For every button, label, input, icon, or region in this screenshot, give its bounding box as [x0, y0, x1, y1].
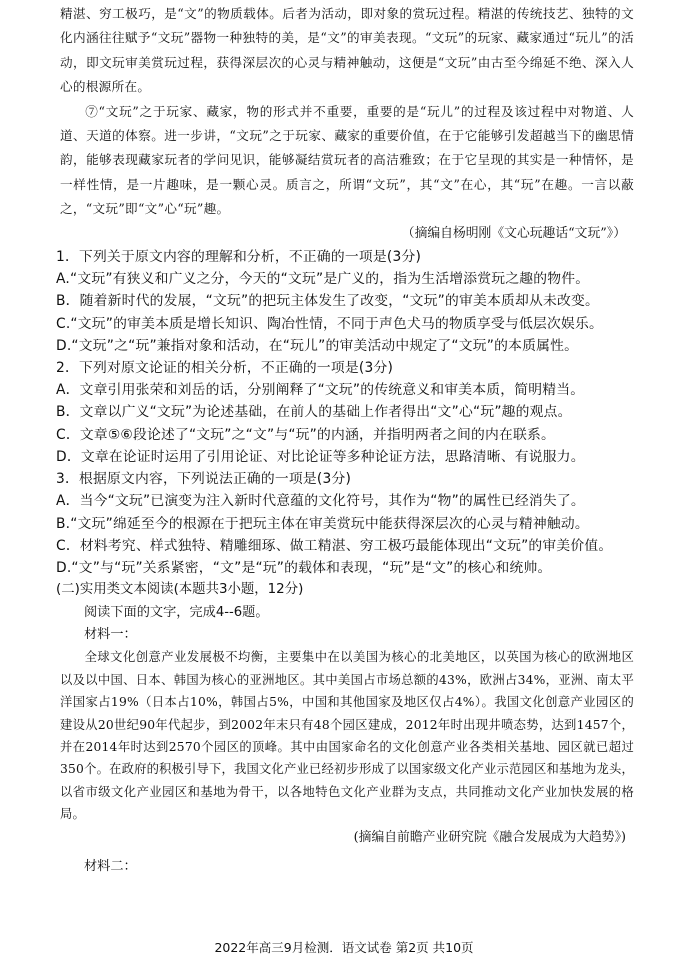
- option-c: C．材料考究、样式独特、精雕细琢、做工精湛、穷工极巧最能体现出“文玩”的审美价值。: [56, 537, 613, 554]
- option-b: B.“文玩”绵延至今的根源在于把玩主体在审美赏玩中能获得深层次的心灵与精神触动。: [56, 515, 589, 532]
- page-footer: 2022年高三9月检测．语文试卷 第2页 共10页: [214, 940, 474, 955]
- option-a: A．文章引用张荣和刘岳的话，分别阐释了“文玩”的传统意义和审美本质，简明精当。: [56, 382, 585, 399]
- option-c: C.“文玩”的审美本质是增长知识、陶冶性情，不同于声色犬马的物质享受与低层次娱乐。: [56, 315, 603, 332]
- option-d: D.“文玩”之“玩”兼指对象和活动，在“玩儿”的审美活动中规定了“文玩”的本质属性。: [56, 337, 579, 354]
- section-heading: (二)实用类文本阅读(本题共3小题，12分): [56, 582, 304, 598]
- option-a: A．当今“文玩”已演变为注入新时代意蕴的文化符号，其作为“物”的属性已经消失了。: [56, 493, 585, 510]
- option-b: B．文章以广义“文玩”为论述基础，在前人的基础上作者得出“文”心“玩”趣的观点。: [56, 404, 572, 421]
- option-d: D．文章在论证时运用了引用论证、对比论证等多种论证方法，思路清晰、有说服力。: [56, 448, 585, 465]
- question-1: [56, 246, 634, 357]
- question-stem: 2．下列对原文论证的相关分析，不正确的一项是(3分): [56, 360, 394, 377]
- passage-source: （摘编自杨明刚《文心玩趣话“文玩”》）: [401, 225, 626, 241]
- option-c: C．文章⑤⑥段论述了“文玩”之“文”与“玩”的内涵，并指明两者之间的内在联系。: [56, 426, 555, 443]
- passage-paragraph: ⑦“文玩”之于玩家、藏家，物的形式并不重要，重要的是“玩儿”的过程及该过程中对物道、人道、天道的体察。进一步讲，“文玩”之于玩家、藏家的重要价值，在于它能够引发超越当下的幽思情韵，能够表现藏家玩者的学问见识，能够凝结赏玩者的高洁雅致；在于它呈现的其实是一种情怀，是一样性情，是一片趣味，是一颗心灵。质言之，所谓“文玩”，其“文”在心，其“玩”在趣。一言以蔽之，“文玩”即“文”心“玩”趣。: [60, 103, 634, 217]
- material-2-label: 材料二：: [84, 858, 137, 874]
- option-a: A.“文玩”有狭义和广义之分，今天的“文玩”是广义的，指为生活增添赏玩之趣的物件。: [56, 271, 590, 288]
- question-3: [56, 468, 634, 579]
- question-2: [56, 357, 634, 468]
- section-instruction: 阅读下面的文字，完成4--6题。: [84, 604, 269, 620]
- option-b: B．随着新时代的发展，“文玩”的把玩主体发生了改变，“文玩”的审美本质却从未改变。: [56, 293, 599, 310]
- material-1-text: 全球文化创意产业发展极不均衡，主要集中在以美国为核心的北美地区，以英国为核心的欧洲地区以及以中国、日本、韩国为核心的亚洲地区。其中美国占市场总额的43%，欧洲占34%，亚洲、南太平洋国家占19%（日本占10%，韩国占5%，中国和其他国家及地区仅占4%）。我国文化创意产业园区的建设从20世纪90年代起步，到2002年末只有48个园区建成，2012年时出现井喷态势，达到1457个，并在2014年时达到2570个园区的顶峰。其中由国家命名的文化创意产业各类相关基地、园区就已超过350个。在政府的积极引导下，我国文化产业已经初步形成了以国家级文化产业示范园区和基地为龙头，以省市级文化产业园区和基地为骨干，以各地特色文化产业群为支点，共同推动文化产业加快发展的格局。: [60, 650, 634, 822]
- question-stem: 1．下列关于原文内容的理解和分析，不正确的一项是(3分): [56, 249, 422, 266]
- material-1-source: (摘编自前瞻产业研究院《融合发展成为大趋势》): [353, 829, 626, 845]
- option-d: D.“文”与“玩”关系紧密，“文”是“玩”的载体和表现，“玩”是“文”的核心和统帅。: [56, 559, 552, 576]
- material-1-label: 材料一：: [84, 626, 137, 642]
- passage-paragraph: 精湛、穷工极巧，是“文”的物质载体。后者为活动，即对象的赏玩过程。精湛的传统技艺、独特的文化内涵往往赋予“文玩”器物一种独特的美，是“文”的审美表现。“文玩”的玩家、藏家通过“玩儿”的活动，即文玩审美赏玩过程，获得深层次的心灵与精神触动，这便是“文玩”由古至今绵延不绝、深入人心的根源所在。: [60, 6, 634, 95]
- question-stem: 3．根据原文内容，下列说法正确的一项是(3分): [56, 471, 352, 488]
